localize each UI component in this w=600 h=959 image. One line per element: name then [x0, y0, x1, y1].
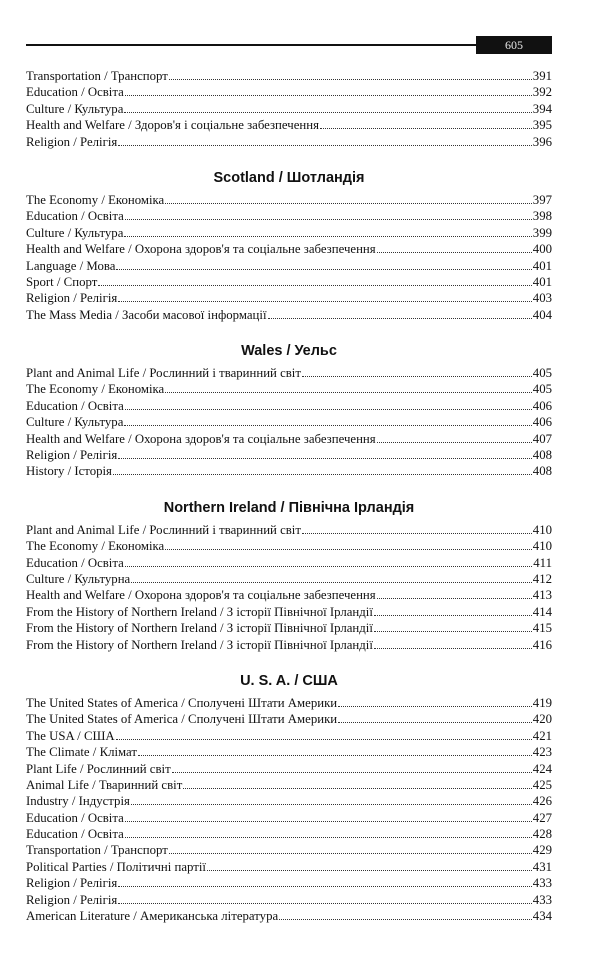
toc-entry-page: 398 [532, 209, 552, 224]
dot-leader [118, 892, 532, 904]
toc-entry [26, 208, 552, 224]
section-usa [26, 669, 552, 924]
toc-entry [26, 744, 552, 760]
dot-leader [113, 463, 532, 475]
toc-entry [26, 274, 552, 290]
toc-entry-title: Education / Освіта [26, 209, 124, 224]
toc-entry-page: 416 [532, 637, 552, 652]
toc-entry [26, 793, 552, 809]
toc-entry [26, 522, 552, 538]
toc-entry-title: Religion / Релігія [26, 876, 118, 891]
toc-entry-page: 426 [532, 794, 552, 809]
toc-entry-page: 413 [532, 588, 552, 603]
toc-entry-page: 397 [532, 192, 552, 207]
section-wales [26, 339, 552, 480]
toc-entry-title: Health and Welfare / Охорона здоров'я та соціальне забезпечення [26, 588, 376, 603]
toc-entry [26, 431, 552, 447]
toc-entry-page: 431 [532, 859, 552, 874]
toc-entry [26, 117, 552, 133]
toc-entry-title: Plant Life / Рослинний світ [26, 761, 171, 776]
toc-entry-page: 424 [532, 761, 552, 776]
toc-entry [26, 777, 552, 793]
toc-entry-title: Animal Life / Тваринний світ [26, 777, 183, 792]
dot-leader [338, 695, 532, 707]
toc-entry [26, 826, 552, 842]
dot-leader [124, 101, 531, 113]
dot-leader [118, 447, 532, 459]
section-title-northern-ireland: Northern Ireland / Північна Ірландія [163, 499, 415, 516]
dot-leader [118, 875, 532, 887]
toc-entry-page: 391 [532, 69, 552, 83]
toc-entry-page: 400 [532, 242, 552, 257]
toc-entry-page: 406 [532, 398, 552, 413]
toc-entry-page: 429 [532, 843, 552, 858]
toc-entry-title: The Economy / Економіка [26, 539, 165, 554]
toc-entry-title: From the History of Northern Ireland / З історії Північної Ірландії [26, 621, 373, 636]
toc-entry-title: Plant and Animal Life / Рослинний і тваринний світ [26, 522, 301, 537]
toc-entry [26, 587, 552, 603]
toc-entry-title: The United States of America / Сполучені Штати Америки [26, 695, 338, 710]
toc-entry-title: Religion / Релігія [26, 134, 118, 149]
toc-entry-page: 401 [532, 258, 552, 273]
toc-entry-page: 408 [532, 464, 552, 479]
toc-entry-title: Religion / Релігія [26, 448, 118, 463]
toc-entry [26, 892, 552, 908]
dot-leader [279, 908, 532, 920]
toc-entry-title: Culture / Культура [26, 101, 124, 116]
dot-leader [207, 859, 532, 871]
dot-leader [125, 84, 532, 96]
dot-leader [124, 414, 531, 426]
toc-entry-title: The Economy / Економіка [26, 192, 165, 207]
toc-entry-page: 412 [532, 571, 552, 586]
toc-entry-title: Culture / Культура [26, 415, 124, 430]
toc-entry [26, 875, 552, 891]
toc-entry-page: 433 [532, 892, 552, 907]
toc-entry-title: From the History of Northern Ireland / З історії Північної Ірландії [26, 604, 373, 619]
toc-entry-page: 395 [532, 118, 552, 133]
toc-entry [26, 258, 552, 274]
toc-entry [26, 555, 552, 571]
toc-entry [26, 908, 552, 924]
toc-entry-page: 420 [532, 712, 552, 727]
dot-leader [320, 117, 532, 129]
toc-entry-title: The Climate / Клімат [26, 745, 137, 760]
toc-entry-page: 434 [532, 909, 552, 924]
toc-entry-title: Health and Welfare / Здоров'я і соціальне забезпечення [26, 118, 319, 133]
entries-usa [26, 695, 552, 924]
page-header [26, 36, 552, 54]
toc-entry-title: American Literature / Американська література [26, 909, 279, 924]
entries-scotland [26, 192, 552, 323]
toc-entry-page: 404 [532, 307, 552, 322]
dot-leader [165, 192, 532, 204]
toc-entry [26, 192, 552, 208]
toc-entry [26, 381, 552, 397]
dot-leader [118, 134, 532, 146]
toc-entry-page: 427 [532, 810, 552, 825]
dot-leader [338, 711, 532, 723]
dot-leader [124, 225, 531, 237]
toc-entry-page: 394 [532, 101, 552, 116]
dot-leader [138, 744, 532, 756]
entries-northern-ireland [26, 522, 552, 653]
toc-entry-page: 425 [532, 777, 552, 792]
toc-entry [26, 637, 552, 653]
toc-entry-title: Education / Освіта [26, 810, 124, 825]
toc-entry-page: 415 [532, 621, 552, 636]
dot-leader [374, 620, 532, 632]
toc-entry-title: Transportation / Транспорт [26, 843, 168, 858]
toc-entry-page: 410 [532, 522, 552, 537]
toc-entry-title: Political Parties / Політичні партії [26, 859, 206, 874]
dot-leader [302, 522, 532, 534]
page-number: 605 [476, 36, 552, 54]
toc-entry-title: Religion / Релігія [26, 892, 118, 907]
toc-entry [26, 604, 552, 620]
toc-entry-title: The United States of America / Сполучені Штати Америки [26, 712, 338, 727]
toc-entry [26, 538, 552, 554]
toc-entry-page: 433 [532, 876, 552, 891]
toc-entry [26, 761, 552, 777]
toc-entry-title: Industry / Індустрія [26, 794, 130, 809]
dot-leader [302, 365, 532, 377]
dot-leader [125, 810, 532, 822]
toc-entry [26, 365, 552, 381]
toc-entry [26, 842, 552, 858]
dot-leader [165, 538, 532, 550]
dot-leader [183, 777, 532, 789]
toc-entry [26, 447, 552, 463]
toc-entry [26, 620, 552, 636]
toc-entry [26, 398, 552, 414]
toc-entry-page: 399 [532, 225, 552, 240]
toc-entry [26, 414, 552, 430]
toc-entry-page: 411 [533, 555, 552, 570]
toc-entry-page: 423 [532, 745, 552, 760]
header-rule [26, 44, 476, 46]
toc-entry-page: 401 [532, 274, 552, 289]
toc-entry-title: Plant and Animal Life / Рослинний і тваринний світ [26, 366, 301, 381]
dot-leader [125, 826, 532, 838]
dot-leader [169, 842, 532, 854]
toc-entry-page: 419 [532, 695, 552, 710]
toc-entry [26, 711, 552, 727]
toc-entry-page: 406 [532, 415, 552, 430]
toc-entry-page: 414 [532, 604, 552, 619]
toc-entry-page: 410 [532, 539, 552, 554]
section-title-usa: U. S. A. / США [240, 672, 338, 689]
dot-leader [131, 793, 532, 805]
dot-leader [125, 555, 532, 567]
toc-entry-title: History / Історія [26, 464, 112, 479]
toc-entry-title: Education / Освіта [26, 85, 124, 100]
section-title-wales: Wales / Уельс [241, 343, 337, 360]
section-continued [26, 68, 552, 150]
dot-leader [118, 290, 532, 302]
dot-leader [125, 398, 532, 410]
toc-entry-title: The Mass Media / Засоби масової інформації [26, 307, 267, 322]
toc-entry-title: Education / Освіта [26, 827, 124, 842]
toc-entry [26, 859, 552, 875]
toc-entry-page: 405 [532, 382, 552, 397]
toc-entry-page: 428 [532, 827, 552, 842]
section-northern-ireland [26, 496, 552, 653]
toc-entry-title: Religion / Релігія [26, 291, 118, 306]
toc-entry [26, 241, 552, 257]
dot-leader [116, 258, 531, 270]
toc-entry [26, 728, 552, 744]
dot-leader [374, 637, 532, 649]
table-of-contents [26, 68, 552, 940]
dot-leader [268, 307, 532, 319]
toc-entry-title: Health and Welfare / Охорона здоров'я та соціальне забезпечення [26, 431, 376, 446]
toc-entry-page: 405 [532, 366, 552, 381]
section-scotland [26, 166, 552, 323]
toc-entry [26, 101, 552, 117]
dot-leader [377, 241, 532, 253]
toc-entry-title: Education / Освіта [26, 555, 124, 570]
toc-entry-title: The Economy / Економіка [26, 382, 165, 397]
toc-entry-title: Language / Мова [26, 258, 116, 273]
dot-leader [125, 208, 532, 220]
toc-entry [26, 84, 552, 100]
toc-entry [26, 68, 552, 84]
dot-leader [377, 587, 532, 599]
toc-entry-page: 392 [532, 85, 552, 100]
toc-entry [26, 463, 552, 479]
toc-entry-page: 407 [532, 431, 552, 446]
section-title-scotland: Scotland / Шотландія [213, 169, 365, 186]
dot-leader [98, 274, 532, 286]
toc-entry-title: Culture / Культура [26, 225, 124, 240]
toc-entry [26, 290, 552, 306]
entries-wales [26, 365, 552, 480]
dot-leader [377, 431, 532, 443]
dot-leader [131, 571, 532, 583]
toc-entry-title: Health and Welfare / Охорона здоров'я та соціальне забезпечення [26, 242, 376, 257]
toc-entry-title: Transportation / Транспорт [26, 69, 168, 83]
toc-entry-page: 421 [532, 728, 552, 743]
dot-leader [169, 68, 532, 80]
toc-entry-title: From the History of Northern Ireland / З історії Північної Ірландії [26, 637, 373, 652]
toc-entry [26, 571, 552, 587]
toc-entry [26, 695, 552, 711]
toc-entry-page: 408 [532, 448, 552, 463]
toc-entry-page: 403 [532, 291, 552, 306]
toc-entry-title: Education / Освіта [26, 398, 124, 413]
dot-leader [172, 761, 532, 773]
toc-entry-title: Culture / Культурна [26, 571, 131, 586]
dot-leader [165, 381, 532, 393]
toc-entry [26, 225, 552, 241]
toc-entry-title: Sport / Спорт [26, 274, 98, 289]
dot-leader [374, 604, 532, 616]
toc-entry [26, 134, 552, 150]
toc-entry [26, 810, 552, 826]
dot-leader [116, 728, 532, 740]
toc-entry [26, 307, 552, 323]
toc-entry-page: 396 [532, 134, 552, 149]
toc-entry-title: The USA / США [26, 728, 115, 743]
